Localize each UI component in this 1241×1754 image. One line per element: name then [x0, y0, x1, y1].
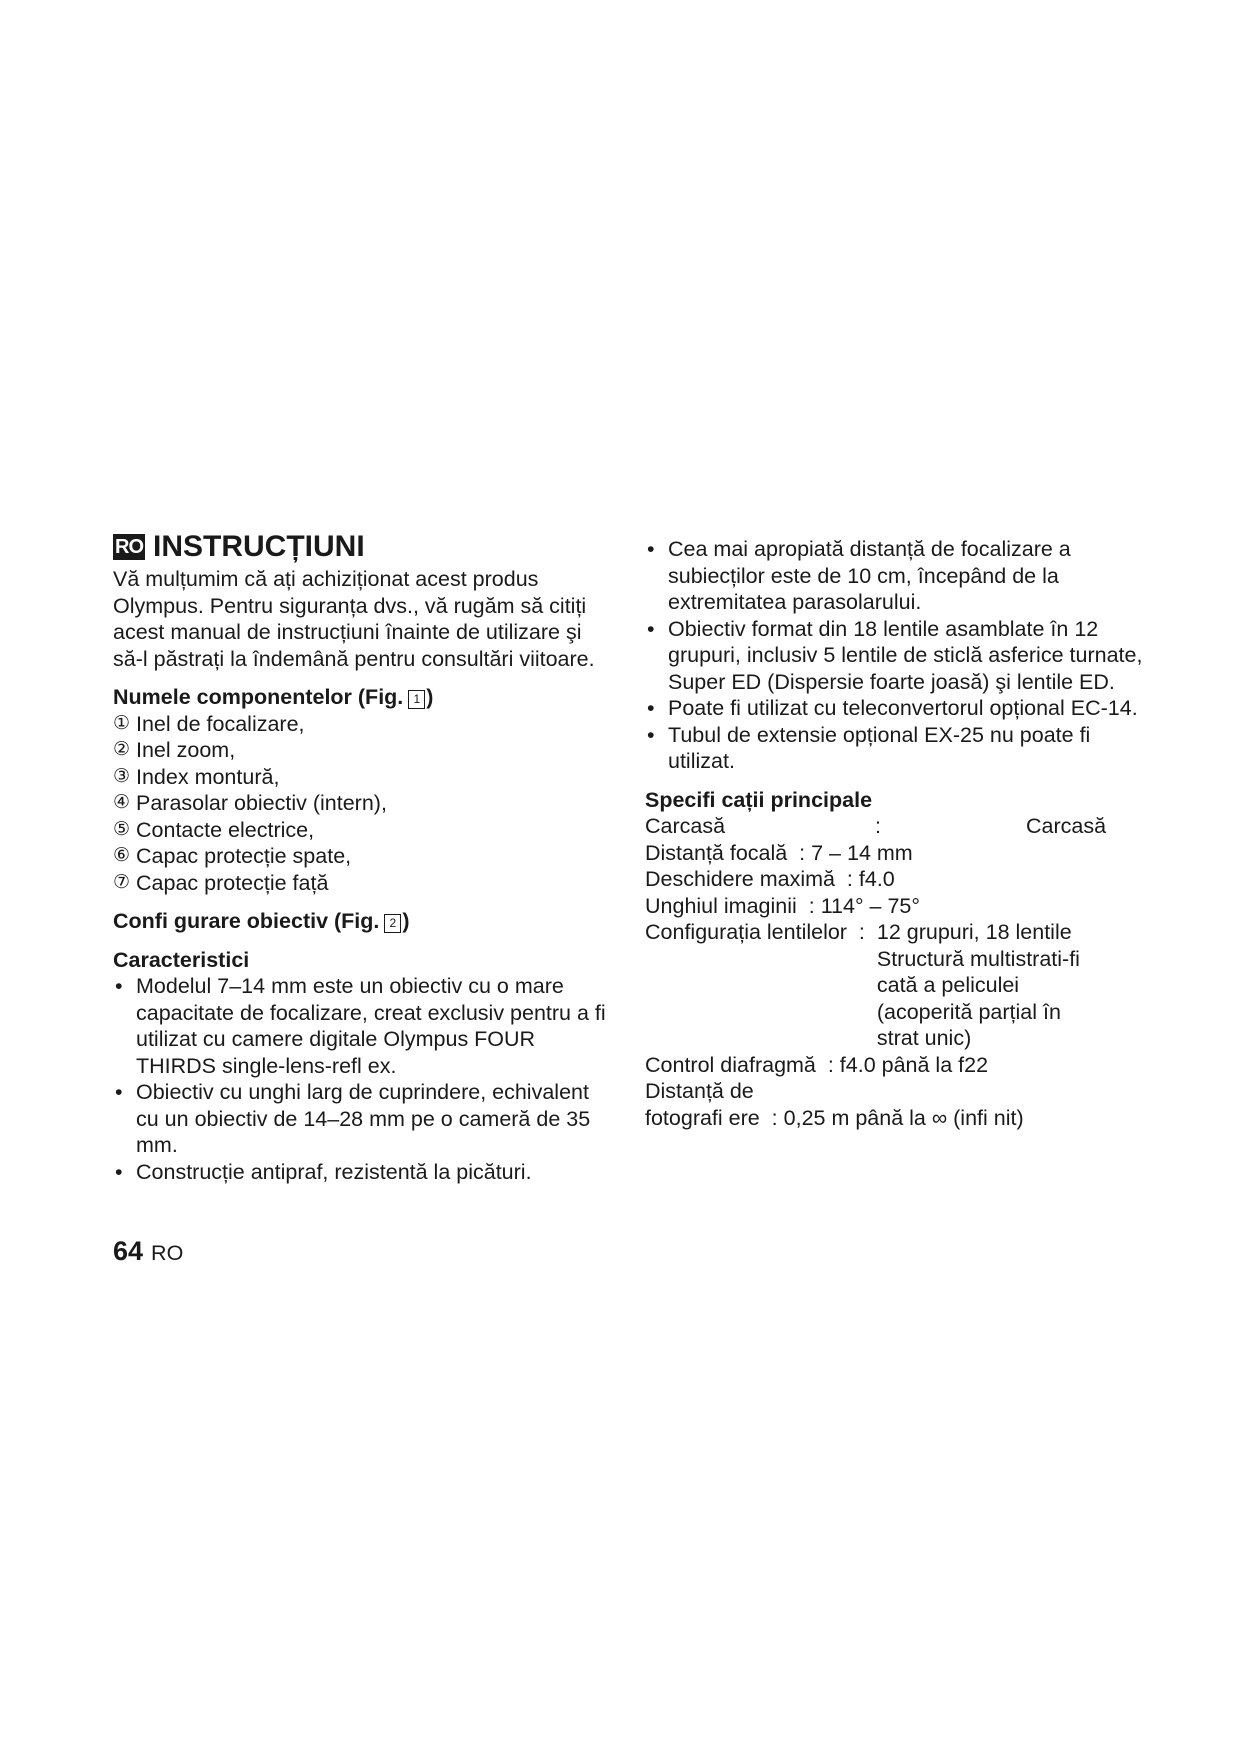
config-heading: [113, 908, 613, 935]
components-heading-text: Numele componentelor (Fig.: [113, 685, 404, 709]
spec-row: [645, 1078, 1145, 1105]
list-item: [113, 764, 613, 791]
item-text: Inel zoom,: [136, 738, 236, 762]
spec-row: [645, 813, 1145, 840]
features-heading: Caracteristici: [113, 947, 250, 972]
item-text: Inel de focalizare,: [136, 711, 305, 736]
figure-2-reference: 2: [384, 914, 401, 933]
item-text: Capac protecție spate,: [136, 844, 352, 868]
features-list-continued: [645, 536, 1145, 775]
spec-row: [645, 866, 1145, 893]
list-item: [113, 711, 613, 738]
right-column: [645, 536, 1145, 1131]
item-number: ③: [113, 765, 131, 787]
specs-table: [645, 813, 1145, 1131]
spec-row: [645, 1105, 1145, 1132]
list-item: • Poate fi utilizat cu teleconvertorul opțional EC-14.: [645, 695, 1145, 722]
item-number: ⑤: [113, 818, 131, 840]
spec-value: 114° – 75°: [820, 893, 920, 918]
components-heading-close: ): [426, 685, 434, 709]
spec-label: Distanță de: [645, 1079, 754, 1103]
title-row: [113, 530, 613, 564]
figure-1-reference: 1: [408, 690, 425, 709]
components-list: [113, 711, 613, 897]
left-column: [113, 530, 613, 1185]
spec-label: Unghiul imaginii: [645, 893, 797, 918]
item-number: ①: [113, 712, 131, 734]
spec-value: 0,25 m până la ∞ (infi nit): [783, 1105, 1024, 1130]
config-heading-close: ): [402, 909, 410, 933]
list-item: [113, 870, 613, 897]
spec-separator: :: [875, 814, 881, 838]
spec-value: 12 grupuri, 18 lentile Structură multistrati-fi cată a peliculei (acoperită parțial în strat unic): [876, 920, 1086, 1050]
item-text: Capac protecție față: [136, 870, 329, 895]
features-list: [113, 973, 613, 1185]
config-heading-text: Confi gurare obiectiv (Fig.: [113, 909, 380, 933]
spec-value: Carcasă: [1025, 814, 1107, 838]
components-heading: [113, 684, 613, 711]
spec-row: [645, 840, 1145, 867]
item-number: ⑥: [113, 845, 131, 866]
spec-label: Distanță focală: [645, 840, 788, 865]
spec-separator: :: [846, 920, 877, 944]
item-number: ④: [113, 792, 131, 813]
spec-separator: :: [787, 840, 812, 865]
spec-label: Control diafragmă: [645, 1052, 816, 1077]
list-item: [113, 737, 613, 764]
list-item: • Obiectiv cu unghi larg de cuprindere, echivalent cu un obiectiv de 14–28 mm pe o cameră de 35 mm.: [113, 1079, 613, 1159]
intro-paragraph: Vă mulțumim că ați achiziționat acest produs Olympus. Pentru siguranța dvs., vă rugăm să citiți acest manual de instrucțiuni înainte de utilizare şi să-l păstrați la îndemână pentru consultări viitoare.: [113, 567, 595, 671]
page-footer: [113, 1236, 183, 1267]
item-text: Parasolar obiectiv (intern),: [136, 791, 387, 815]
page-number: 64: [113, 1236, 144, 1266]
spec-label: Deschidere maximă: [645, 867, 835, 891]
page-title: INSTRUCȚIUNI: [153, 530, 365, 563]
spec-row: [645, 1052, 1145, 1079]
item-number: ⑦: [113, 871, 131, 893]
spec-separator: :: [759, 1105, 784, 1130]
item-text: Contacte electrice,: [136, 817, 315, 842]
list-item: [113, 817, 613, 844]
list-item: • Tubul de extensie opțional EX-25 nu poate fi utilizat.: [645, 722, 1145, 775]
list-item: • Obiectiv format din 18 lentile asamblate în 12 grupuri, inclusiv 5 lentile de sticlă asferice turnate, Super ED (Dispersie foarte joasă) şi lentile ED.: [645, 616, 1145, 696]
item-text: Index montură,: [136, 764, 280, 789]
spec-label: fotografi ere: [645, 1105, 760, 1130]
spec-value: 7 – 14 mm: [811, 840, 913, 865]
language-badge: RO: [115, 536, 143, 558]
spec-label: Carcasă: [645, 814, 726, 838]
spec-separator: :: [815, 1052, 840, 1077]
spec-separator: :: [834, 867, 859, 891]
list-item: • Modelul 7–14 mm este un obiectiv cu o mare capacitate de focalizare, creat exclusiv pentru a fi utilizat cu camere digitale Olympus FOUR THIRDS single-lens-refl ex.: [113, 973, 613, 1079]
list-item: • Construcție antipraf, rezistentă la picături.: [113, 1159, 613, 1186]
spec-row: [645, 919, 1145, 1052]
footer-language: RO: [151, 1241, 184, 1265]
item-number: ②: [113, 739, 131, 760]
list-item: [113, 843, 613, 870]
list-item: • Cea mai apropiată distanță de focalizare a subiecților este de 10 cm, începând de la extremitatea parasolarului.: [645, 536, 1145, 616]
spec-separator: :: [796, 893, 821, 918]
spec-value: f4.0 până la f22: [839, 1052, 989, 1077]
list-item: [113, 790, 613, 817]
spec-label: Configurația lentilelor: [645, 920, 847, 944]
spec-value: f4.0: [858, 867, 895, 891]
spec-row: [645, 893, 1145, 920]
specs-heading: Specifi cații principale: [645, 787, 873, 812]
